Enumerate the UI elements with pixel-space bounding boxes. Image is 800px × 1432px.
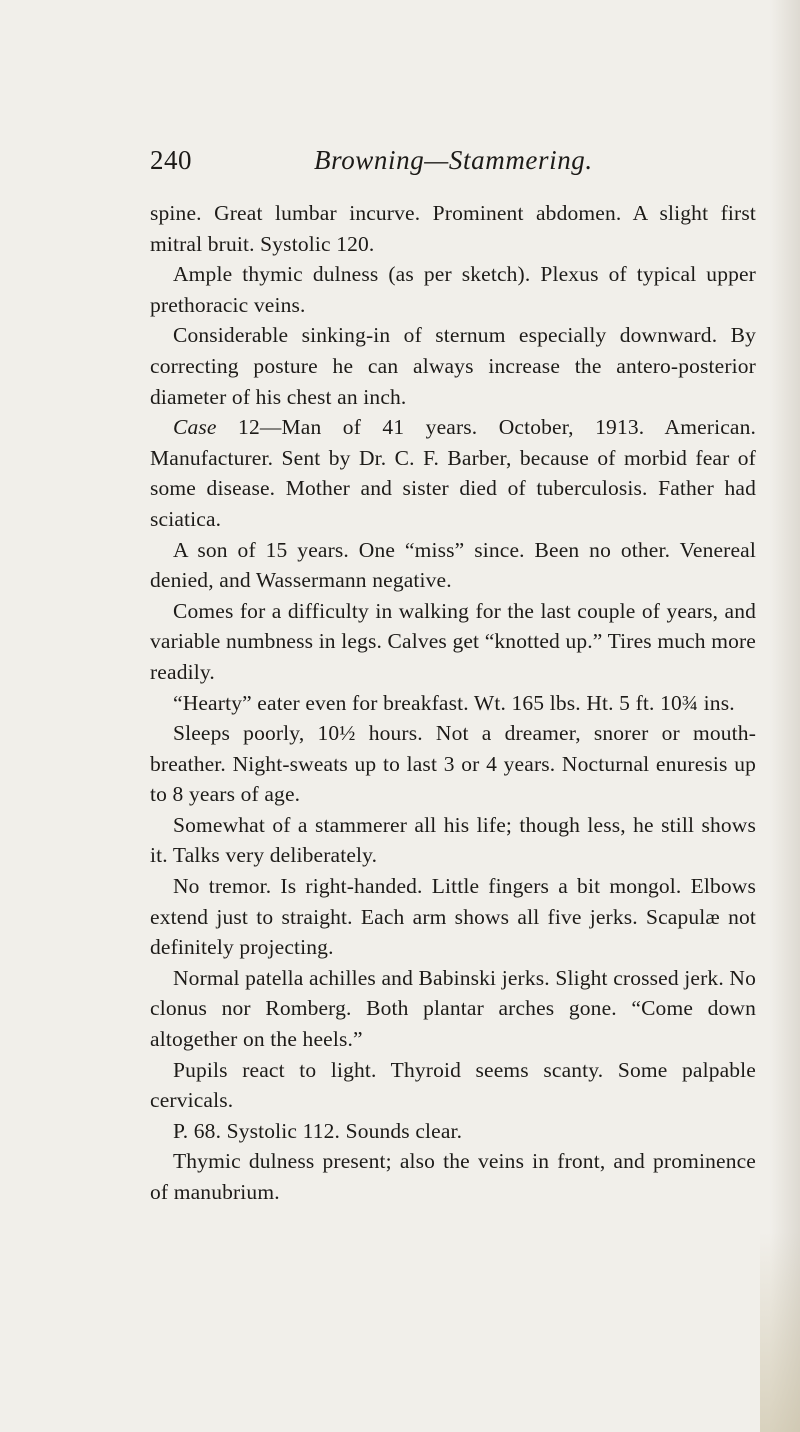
paragraph <box>150 688 756 719</box>
paragraph-text: Considerable sinking-in of sternum especially downward. By correcting posture he can always increase the antero-posterior diameter of his chest an inch. <box>150 323 756 409</box>
paragraph <box>150 596 756 688</box>
paragraph <box>150 1146 756 1207</box>
paragraph <box>150 871 756 963</box>
paragraph-text: P. 68. Systolic 112. Sounds clear. <box>173 1118 463 1143</box>
page-corner-stain <box>760 1232 800 1432</box>
page-edge-shadow <box>770 0 800 1432</box>
paragraph-text: Pupils react to light. Thyroid seems scanty. Some palpable cervicals. <box>150 1057 756 1113</box>
paragraph <box>150 259 756 320</box>
paragraph <box>150 1116 756 1147</box>
paragraph-text: Sleeps poorly, 10½ hours. Not a dreamer, snorer or mouth-breather. Night-sweats up to last 3 or 4 years. Nocturnal enuresis up to 8 years of age. <box>150 721 756 807</box>
paragraph <box>150 963 756 1055</box>
paragraph-text: No tremor. Is right-handed. Little fingers a bit mongol. Elbows extend just to straight. Each arm shows all five jerks. Scapulæ not definitely projecting. <box>150 874 756 960</box>
paragraph <box>150 810 756 871</box>
body-text <box>150 198 756 1208</box>
running-title: Browning—Stammering. <box>314 145 593 175</box>
paragraph-text: A son of 15 years. One “miss” since. Been no other. Venereal denied, and Wassermann negative. <box>150 537 756 593</box>
paragraph-text: spine. Great lumbar incurve. Prominent abdomen. A slight first mitral bruit. Systolic 120. <box>150 201 756 256</box>
paragraph-continuation <box>150 198 756 259</box>
case-label: Case <box>173 415 217 440</box>
page-header <box>150 144 593 176</box>
paragraph-text: “Hearty” eater even for breakfast. Wt. 165 lbs. Ht. 5 ft. 10¾ ins. <box>173 690 735 715</box>
paragraph-case-heading <box>150 412 756 534</box>
paragraph-text: Comes for a difficulty in walking for the last couple of years, and variable numbness in legs. Calves get “knotted up.” Tires much more readily. <box>150 598 756 684</box>
page-number: 240 <box>150 145 192 175</box>
paragraph-text: Somewhat of a stammerer all his life; though less, he still shows it. Talks very deliberately. <box>150 812 756 868</box>
paragraph <box>150 320 756 412</box>
paragraph-text: Normal patella achilles and Babinski jerks. Slight crossed jerk. No clonus nor Romberg. Both plantar arches gone. “Come down altogether on the heels.” <box>150 965 756 1052</box>
paragraph <box>150 718 756 810</box>
paragraph-text: Ample thymic dulness (as per sketch). Plexus of typical upper prethoracic veins. <box>150 262 756 317</box>
paragraph-text: Thymic dulness present; also the veins in front, and prominence of manubrium. <box>150 1149 756 1204</box>
paragraph <box>150 535 756 596</box>
paragraph-text: 12—Man of 41 years. October, 1913. American. Manufacturer. Sent by Dr. C. F. Barber, because of morbid fear of some disease. Mother and sister died of tuberculosis. Father had sciatica. <box>150 415 756 531</box>
paragraph <box>150 1055 756 1116</box>
